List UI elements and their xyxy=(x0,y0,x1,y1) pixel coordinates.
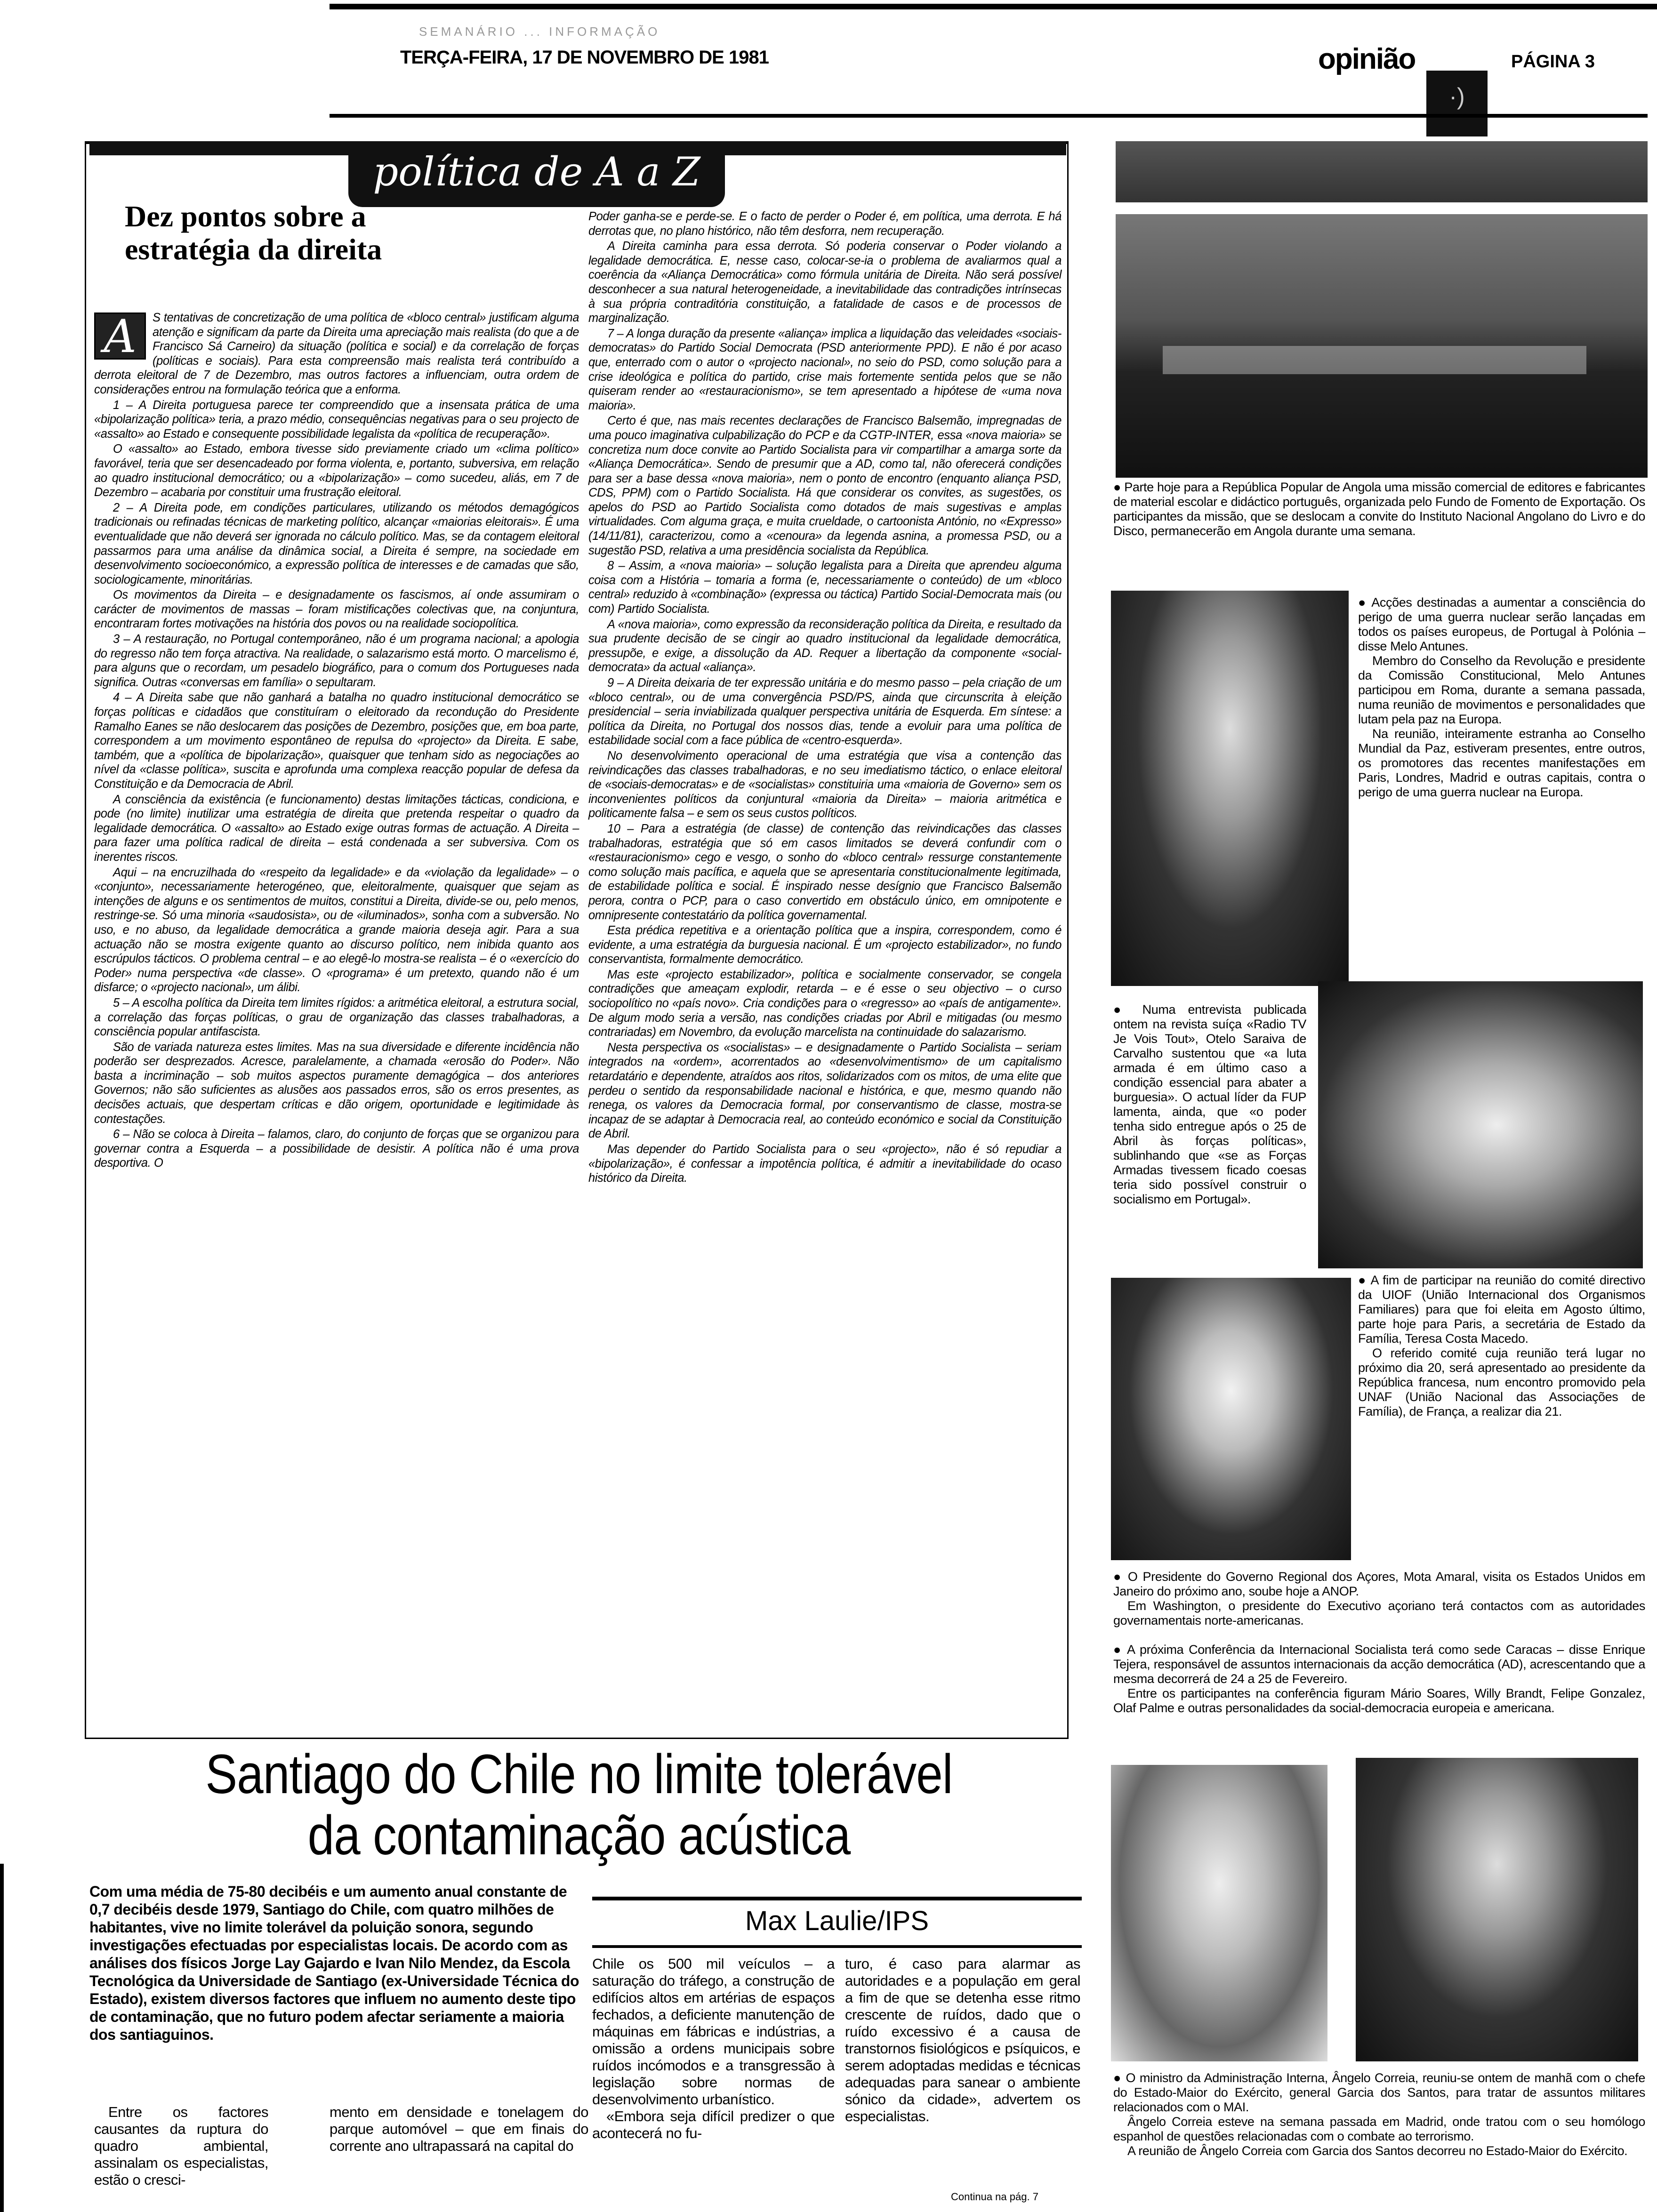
paragraph: A reunião de Ângelo Correia com Garcia dos Santos decorreu no Estado-Maior do Exército. xyxy=(1127,2144,1628,2158)
section-name: opinião xyxy=(1318,43,1416,75)
paragraph: Os movimentos da Direita – e designadamente os fascismos, aí onde assumiram o carácter de movimentos de massas – foram mistificações colectivas que, na conjuntura, encontraram fortes motivações na história dos povos ou na realidade sociopolítica. xyxy=(94,588,579,631)
article-column-2 xyxy=(588,209,1062,1734)
paragraph: No desenvolvimento operacional de uma estratégia que visa a contenção das reivindicações das classes trabalhadoras, e no seu imediatismo táctico, o enlace eleitoral de «sociais-democratas» e de «socialistas» constituiria uma «maioria de Governo» sem os inconvenientes políticos da conjuntural «maioria da Direita» – maioria aritmética e politicamente falsa – e sem os seus custos políticos. xyxy=(588,749,1062,820)
paragraph: O referido comité cuja reunião terá lugar no próximo dia 20, será apresentado ao presidente da República francesa, num encontro promovido pela UNAF (União Nacional das Associações de Família), de França, a realizar dia 21. xyxy=(1358,1346,1645,1419)
paragraph: 7 – A longa duração da presente «aliança» implica a liquidação das veleidades «sociais-democratas» do Partido Social Democrata (PSD anteriormente PPD). E não é por acaso que, enterrado com o autor o «projecto nacional», no seio do PSD, como solução para a crise ideológica e política do partido, crise mais fortemente sentida pelos que se não quiseram render ao «restauracionismo», se tem apresentado a hipótese de «uma nova maioria». xyxy=(588,327,1062,412)
paragraph: ● Acções destinadas a aumentar a consciência do perigo de uma guerra nuclear serão lançadas em todos os países europeus, de Portugal à Polónia – disse Melo Antunes. xyxy=(1358,595,1645,653)
paragraph: S tentativas de concretização de uma política de «bloco central» justificam alguma atenção e significam da parte da Direita uma apreciação mais realista (do que a de Francisco Sá Carneiro) da situação (política e social) e da correlação de forças (políticas e sociais). Para esta compreensão mais realista terá contribuído a derrota eleitoral de 7 de Dezembro, mas outros factores a influenciam, outra ordem de considerações entrou na formulação teórica que a enforma. xyxy=(94,311,579,396)
headline-line-2: da contaminação acústica xyxy=(307,1804,851,1867)
paragraph: 4 – A Direita sabe que não ganhará a batalha no quadro institucional democrático se forças políticas e cidadãos que constituíram o eleitorado da recondução do Presidente Ramalho Eanes se não deslocarem das posições de Dezembro, posições que, em boa parte, correspondem a um movimento espontâneo de repulsa do «projecto» da Direita. E sabe, também, que a «política de bipolarização», quaisquer que tenham sido as negociações ao nível da «classe política», suscita e aprofunda uma complexa reacção popular de defesa da Constituição e da Democracia de Abril. xyxy=(94,691,579,791)
page-edge xyxy=(0,1864,4,2212)
paragraph: Entre os factores causantes da ruptura do quadro ambiental, assinalam os especialistas, estão o cresci- xyxy=(94,2104,268,2188)
news-internacional-socialista xyxy=(1113,1643,1645,1715)
paragraph: Ângelo Correia esteve na semana passada em Madrid, onde tratou com o seu homólogo espanhol de questões relacionadas com o combate ao terrorismo. xyxy=(1113,2115,1645,2143)
paragraph: Em Washington, o presidente do Executivo açoriano terá contactos com as autoridades governamentais norte-americanas. xyxy=(1113,1599,1645,1627)
paragraph: «Embora seja difícil predizer o que acontecerá no fu- xyxy=(592,2108,835,2141)
paragraph: 9 – A Direita deixaria de ter expressão unitária e do mesmo passo – pela criação de um «bloco central», ou de uma convergência PSD/PS, ainda que circunscrita à eleição presidencial – seria inviabilizada qualquer perspectiva unitária de Esquerda. Em síntese: a política da Direita, no Portugal dos nossos dias, tende a evoluir para uma política de estabilidade social com a face pública de «centro-esquerda». xyxy=(588,676,1062,747)
bottom-headline xyxy=(85,1744,1073,1866)
paragraph: Mas depender do Partido Socialista para o seu «projecto», não é só repudiar a «bipolarização», é confessar a impotência política, é admitir a inevitabilidade do ocaso histórico da Direita. xyxy=(588,1143,1062,1185)
bottom-col-4 xyxy=(845,1956,1080,2125)
drop-cap: A xyxy=(94,313,146,360)
teresa-costa-macedo-photo xyxy=(1111,1278,1351,1560)
paragraph: 3 – A restauração, no Portugal contemporâneo, não é um programa nacional; a apologia do regresso não tem força atractiva. Na realidade, o salazarismo está morto. O marcelismo é, para alguns que o recordam, um pesadelo biográfico, para o comum dos Portugueses nada significa. Outras «conversas em família» o sepultaram. xyxy=(94,633,579,689)
paragraph: 6 – Não se coloca à Direita – falamos, claro, do conjunto de forças que se organizou para governar contra a Esquerda – a possibilidade de desistir. A política não é uma prova desportiva. O xyxy=(94,1128,579,1170)
paragraph: Poder ganha-se e perde-se. E o facto de perder o Poder é, em política, uma derrota. E há derrotas que, no plano histórico, não têm desforra, nem recuperação. xyxy=(588,210,1062,238)
paragraph: A consciência da existência (e funcionamento) destas limitações tácticas, condiciona, e pode (no limite) inutilizar uma estratégia de direita que pretenda respeitar o quadro da legalidade democrática. O «assalto» ao Estado exige outras formas de actuação. A Direita – para fazer uma política radical de direita – está condenada a ser subversiva. Com os inerentes riscos. xyxy=(94,793,579,864)
angelo-correia-photo xyxy=(1111,1765,1327,2061)
bottom-col-1 xyxy=(94,2104,268,2188)
bottom-col-3 xyxy=(592,1956,835,2142)
faint-header-text: SEMANÁRIO ... INFORMAÇÃO xyxy=(419,24,660,39)
news-angelo-correia xyxy=(1113,2071,1645,2158)
paragraph: Chile os 500 mil veículos – a saturação do tráfego, a construção de edifícios altos em artérias de espaços fechados, a deficiente manutenção de máquinas em fábricas e indústrias, a omissão a ordens municipais sobre ruídos incómodos e a transgressão à legislação sobre normas de desenvolvimento urbanístico. xyxy=(592,1956,835,2108)
header-rule xyxy=(330,114,1648,118)
paragraph: Membro do Conselho da Revolução e presidente da Comissão Constitucional, Melo Antunes participou em Roma, durante a semana passada, numa reunião de movimentos e personalidades que lutam pela paz na Europa. xyxy=(1358,654,1645,726)
top-photo-strip xyxy=(1116,141,1648,202)
article-title: Dez pontos sobre a estratégia da direita xyxy=(125,200,382,266)
city-skyline xyxy=(1163,346,1586,374)
paragraph: São de variada natureza estes limites. Mas na sua diversidade e diferente incidência não poderão ser desprezados. Acresce, paralelamente, a chamada «erosão do Poder». Não basta a incriminação – sob muitos aspectos puramente demagógica – dos anteriores Governos; não são suficientes as alusões aos passados erros, são os erros presentes, as decisões actuais, que despertam críticas e dão origem, oportunidade e legitimidade às contestações. xyxy=(94,1040,579,1126)
paragraph: O «assalto» ao Estado, embora tivesse sido previamente criado um «clima político» favorável, teria que ser desencadeado por forma violenta, e, portanto, subversiva, em relação ao quadro institucional democrático; ou a «bipolarização» – como sucedeu, aliás, em 7 de Dezembro – acabaria por constituir uma frustração eleitoral. xyxy=(94,442,579,499)
column-banner: política de A a Z xyxy=(348,141,725,207)
paragraph: A «nova maioria», como expressão da reconsideração política da Direita, e resultado da sua prudente decisão de se cingir ao quadro institucional da legalidade democrática, pressupõe, e exige, a dissolução da AD. Requer a libertação da componente «social-democrata» da actual «aliança». xyxy=(588,617,1062,674)
page-number: PÁGINA 3 xyxy=(1511,52,1595,72)
article-lead: Com uma média de 75-80 decibéis e um aumento anual constante de 0,7 decibéis desde 1979, Santiago do Chile, com quatro milhões de habitantes, vive no limite tolerável da poluição sonora, segundo investigações efectuadas por especialistas locais. De acordo com as análises dos físicos Jorge Lay Gajardo e Ivan Nilo Mendez, da Escola Tecnológica da Universidade de Santiago (ex-Universidade Técnica do Estado), existem diversos factores que influem no aumento deste tipo de contaminação, que no futuro podem afectar seriamente a maioria dos santiaguinos. xyxy=(89,1883,579,2043)
paragraph: Esta prédica repetitiva e a orientação política que a inspira, correspondem, como é evidente, a uma estratégia da burguesia nacional. É um «projecto estabilizador», no fundo conservantista, formalmente democrático. xyxy=(588,924,1062,966)
section-logo-block: ·) xyxy=(1426,71,1488,136)
bottom-col-2 xyxy=(330,2104,588,2155)
otelo-photo xyxy=(1318,981,1643,1268)
paragraph: 5 – A escolha política da Direita tem limites rígidos: a aritmética eleitoral, a estrutura social, a correlação das forças políticas, o grau de organização das classes trabalhadoras, a consciência popular antifascista. xyxy=(94,996,579,1039)
paragraph: ● O Presidente do Governo Regional dos Açores, Mota Amaral, visita os Estados Unidos em Janeiro do próximo ano, soube hoje a ANOP. xyxy=(1113,1570,1645,1598)
paragraph: 10 – Para a estratégia (de classe) de contenção das reivindicações das classes trabalhadoras, estratégia que só em casos limitados se deverá confundir com o «restauracionismo» cego e vesgo, o sonho do «bloco central» ressurge constantemente como solução mais pacífica, e aquela que se apresentaria constitucionalmente legitimada, de estabilidade política e social. É inspirado nesse desígnio que Francisco Balsemão perora, contra o PCP, para o caso convertido em obstáculo único, em omnipotente e omnipresente contestatário da política governamental. xyxy=(588,822,1062,922)
top-rule xyxy=(330,4,1657,9)
continued-note: Continua na pág. 7 xyxy=(951,2191,1038,2203)
paragraph: Na reunião, inteiramente estranha ao Conselho Mundial da Paz, estiveram presentes, entre outros, os promotores das recentes manifestações em Paris, Londres, Madrid e outras capitais, contra o perigo de uma guerra nuclear na Europa. xyxy=(1358,727,1645,799)
luanda-city-photo xyxy=(1116,214,1648,478)
paragraph: Aqui – na encruzilhada do «respeito da legalidade» e da «violação da legalidade» – o «conjunto», necessariamente heterogéneo, que, eleitoralmente, quaisquer que sejam as intenções de alguns e os sentimentos de muitos, constitui a Direita, divide-se ou, pelo menos, restringe-se. Só uma minoria «saudosista», ou de «iluminados», sonha com a subversão. No uso, e no abuso, da legalidade democrática a grande maioria deseja agir. Para a sua actuação não se mostra exigente quanto ao discurso político, nem inibida quanto aos escrúpulos tácticos. O problema central – e ao elegê-lo mostra-se realista – é o «exercício do Poder» numa perspectiva «de classe». O «programa» é um pretexto, quando não é um disfarce; o «projecto nacional», um álibi. xyxy=(94,866,579,994)
garcia-dos-santos-photo xyxy=(1356,1758,1638,2061)
paragraph: 8 – Assim, a «nova maioria» – solução legalista para a Direita que aprendeu alguma coisa com a História – tomaria a forma (e, necessariamente o conteúdo) de um «bloco central» reduzido à «combinação» (expressa ou táctica) Partido Social-Democrata mais (ou com) Partido Socialista. xyxy=(588,559,1062,616)
news-acores xyxy=(1113,1570,1645,1628)
paragraph: Entre os participantes na conferência figuram Mário Soares, Willy Brandt, Felipe Gonzalez, Olaf Palme e outras personalidades da social-democracia europeia e americana. xyxy=(1113,1686,1645,1715)
melo-antunes-photo xyxy=(1111,591,1349,986)
paragraph: Nesta perspectiva os «socialistas» – e designadamente o Partido Socialista – seriam integrados na «ordem», acorrentados ao «desenvolvimentismo» de um capitalismo retardatário e dependente, atraídos aos ritos, solidarizados com os mitos, de uma elite que perdeu o sentido da responsabilidade nacional e histórica, e que, mesmo quando não renega, os valores da Democracia formal, por conservantismo de classe, mostra-se incapaz de se adaptar à Democracia real, ao conteúdo económico e social da Constituição de Abril. xyxy=(588,1041,1062,1141)
paragraph: ● A fim de participar na reunião do comité directivo da UIOF (União Internacional dos Organismos Familiares) para que foi eleita em Agosto último, parte hoje para Paris, a secretária de Estado da Família, Teresa Costa Macedo. xyxy=(1358,1273,1645,1346)
paragraph: turo, é caso para alarmar as autoridades e a população em geral a fim de que se detenha esse ritmo crescente de ruídos, dado que o ruído excessivo é a causa de transtornos fisiológicos e psíquicos, e serem adoptadas medidas e técnicas adequadas para sanear o ambiente sónico da cidade», advertem os especialistas. xyxy=(845,1956,1080,2124)
paragraph: Mas este «projecto estabilizador», política e socialmente conservador, se congela contradições que ameaçam explodir, retarda – e é esse o seu objectivo – o curso sociopolítico no «país novo». Cria condições para o «regresso» ao «país de antigamente». De algum modo seria a versão, nas condições criadas por Abril e mitigadas (ou mesmo contrariadas) em Novembro, da evolução marcelista na continuidade do salazarismo. xyxy=(588,968,1062,1039)
paragraph: mento em densidade e tonelagem do parque automóvel – que em finais do corrente ano ultrapassará na capital do xyxy=(330,2104,588,2154)
paragraph: ● O ministro da Administração Interna, Ângelo Correia, reuniu-se ontem de manhã com o chefe do Estado-Maior do Exército, general Garcia dos Santos, para tratar de assuntos militares relacionados com o MAI. xyxy=(1113,2071,1645,2114)
news-angola: ● Parte hoje para a República Popular de Angola uma missão comercial de editores e fabricantes de material escolar e didáctico português, organizada pelo Fundo de Fomento de Exportação. Os participantes da missão, que se deslocam a convite do Instituto Nacional Angolano do Livro e do Disco, permanecerão em Angola durante uma semana. xyxy=(1113,480,1645,538)
paragraph: A Direita caminha para essa derrota. Só poderia conservar o Poder violando a legalidade democrática. E, nesse caso, colocar-se-ia o problema de avaliarmos qual a coerência da «Aliança Democrática» como fórmula unitária de Direita. Não será possível desconhecer a sua natural heterogeneidade, a inevitabilidade das contradições intrínsecas à sua própria contraditória constituição, a fatalidade de casos e de processos de marginalização. xyxy=(588,240,1062,325)
article-column-1 xyxy=(94,311,579,1732)
news-otelo: ● Numa entrevista publicada ontem na revista suíça «Radio TV Je Vois Tout», Otelo Saraiva de Carvalho sustentou que «a luta armada é em último caso a condição essencial para abater a burguesia». O actual líder da FUP lamenta, ainda, que «o poder tenha sido entregue após o 25 de Abril às forças políticas», sublinhando que «se as Forças Armadas tivessem ficado coesas teria sido possível construir o socialismo em Portugal». xyxy=(1113,1002,1306,1206)
paragraph: 1 – A Direita portuguesa parece ter compreendido que a insensata prática de uma «bipolarização política» teria, a prazo médio, consequências negativas para o seu projecto de «assalto» ao Estado e consequente possibilidade legalista da «política de recuperação». xyxy=(94,398,579,441)
paragraph: Certo é que, nas mais recentes declarações de Francisco Balsemão, impregnadas de uma pouco imaginativa culpabilização do PCP e da CGTP-INTER, essa «nova maioria» se concretiza num doce convite ao Partido Socialista para vir compartilhar a amarga sorte da «Aliança Democrática». Sendo de presumir que a AD, como tal, não oferecerá condições para ser a base dessa «nova maioria», nem o ponto de encontro (enquanto aliança PSD, CDS, PPM) com o Partido Socialista. Há que considerar os convites, as sugestões, os apelos do PSD ao Partido Socialista como dotados de mais sugestivas e amplas virtualidades. Com alguma graça, e muita crueldade, o cartoonista António, no «Expresso» (14/11/81), caracterizou, como a «cenoura» da legenda asnina, a promessa PSD, ou a sugestão PSD, relativa a uma presidência socialista da República. xyxy=(588,414,1062,557)
issue-date: TERÇA-FEIRA, 17 DE NOVEMBRO DE 1981 xyxy=(400,47,769,68)
paragraph: 2 – A Direita pode, em condições particulares, utilizando os métodos demagógicos tradicionais ou refinadas técnicas de marketing político, alcançar «maiorias eleitorais». É uma eventualidade que não deverá ser ignorada no cálculo político. Mas, se da contagem eleitoral passarmos para uma análise da dinâmica social, a Direita é sempre, na sociedade em desenvolvimento socioeconómico, a expressão política de interesses e de camadas que são, sociologicamente, minoritárias. xyxy=(94,501,579,586)
paragraph: ● A próxima Conferência da Internacional Socialista terá como sede Caracas – disse Enrique Tejera, responsável de assuntos internacionais da acção democrática (AD), acrescentando que a mesma decorrerá de 24 a 25 de Fevereiro. xyxy=(1113,1643,1645,1686)
news-melo-antunes xyxy=(1358,595,1645,800)
headline-line-1: Santiago do Chile no limite tolerável xyxy=(205,1743,953,1805)
byline: Max Laulie/IPS xyxy=(592,1897,1082,1948)
news-teresa-costa-macedo xyxy=(1358,1273,1645,1419)
